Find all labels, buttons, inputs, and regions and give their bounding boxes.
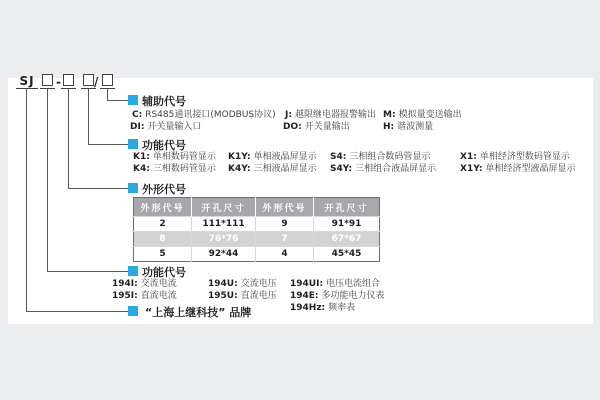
display-item: K1Y: 单相液晶屏显示 (228, 152, 317, 162)
aux-item: J: 越限继电器报警输出 (285, 110, 376, 120)
model-box-1 (40, 74, 55, 89)
function-item: 195I: 直流电流 (112, 291, 177, 301)
table-cell: 67*67 (314, 232, 380, 247)
col-header: 外形代号 (256, 198, 314, 217)
function-item: 194E: 多功能电力仪表 (290, 291, 385, 301)
model-prefix: SJ (19, 74, 35, 88)
aux-item: H: 谐波测量 (383, 122, 434, 132)
table-row (134, 232, 380, 247)
col-header: 开孔尺寸 (314, 198, 380, 217)
table-cell: 7 (256, 232, 314, 247)
placeholder-box-icon (102, 74, 113, 86)
model-slash: / (94, 75, 99, 89)
table-cell: 111*111 (192, 217, 256, 232)
function-item: 194Hz: 频率表 (290, 303, 356, 313)
table-cell: 91*91 (314, 217, 380, 232)
function-item: 194U: 交流电压 (208, 279, 277, 289)
table-row (134, 217, 380, 232)
bullet-square-icon (128, 266, 138, 276)
bullet-square-icon (128, 183, 138, 193)
connector-line (88, 144, 128, 145)
bullet-square-icon (128, 306, 138, 316)
display-item: K4Y: 三相液晶屏显示 (228, 164, 317, 174)
shape-code-table (133, 197, 380, 262)
shape-section-title: 外形代号 (142, 183, 186, 196)
col-header: 外形代号 (134, 198, 192, 217)
brand-label: “上海上继科技” 品牌 (145, 306, 252, 319)
placeholder-box-icon (83, 74, 94, 86)
connector-line (68, 188, 128, 189)
table-header-row (134, 198, 380, 217)
function-item: 194I: 交流电流 (112, 279, 177, 289)
connector-line (47, 89, 48, 271)
display-item: X1: 单相经济型数码管显示 (460, 152, 570, 162)
table-cell: 5 (134, 247, 192, 262)
display-item: S4Y: 三相组合液晶屏显示 (330, 164, 437, 174)
model-box-2 (61, 74, 76, 89)
table-cell: 92*44 (192, 247, 256, 262)
table-cell: 76*76 (192, 232, 256, 247)
display-item: K1: 单相数码管显示 (133, 152, 216, 162)
bullet-square-icon (128, 139, 138, 149)
aux-item: C: RS485通讯接口(MODBUS协议) (132, 110, 276, 120)
function-item: 194UI: 电压电流组合 (290, 279, 381, 289)
table-cell: 2 (134, 217, 192, 232)
display-item: K4: 三相数码管显示 (133, 164, 216, 174)
connector-line (26, 311, 128, 312)
aux-item: DI: 开关量输入口 (130, 122, 202, 132)
table-cell: 45*45 (314, 247, 380, 262)
aux-item: DO: 开关量输出 (283, 122, 350, 132)
col-header: 开孔尺寸 (192, 198, 256, 217)
connector-line (107, 89, 108, 100)
connector-line (88, 89, 89, 144)
aux-section-title: 辅助代号 (142, 95, 186, 108)
model-dash: - (56, 75, 61, 89)
display-section-title: 功能代号 (142, 139, 186, 152)
function-section-title: 功能代号 (142, 266, 186, 279)
table-row (134, 247, 380, 262)
display-item: S4: 三相组合数码管显示 (330, 152, 431, 162)
model-prefix-slot (16, 74, 38, 89)
connector-line (68, 89, 69, 188)
placeholder-box-icon (63, 74, 74, 86)
aux-item: M: 模拟量变送输出 (383, 110, 462, 120)
table-cell: 4 (256, 247, 314, 262)
connector-line (107, 100, 128, 101)
connector-line (47, 271, 128, 272)
bullet-square-icon (128, 95, 138, 105)
placeholder-box-icon (42, 74, 53, 86)
table-cell: 8 (134, 232, 192, 247)
connector-line (26, 89, 27, 311)
table-cell: 9 (256, 217, 314, 232)
display-item: X1Y: 单相经济型液晶屏显示 (460, 164, 576, 174)
model-box-4 (100, 74, 115, 89)
function-item: 195U: 直流电压 (208, 291, 277, 301)
